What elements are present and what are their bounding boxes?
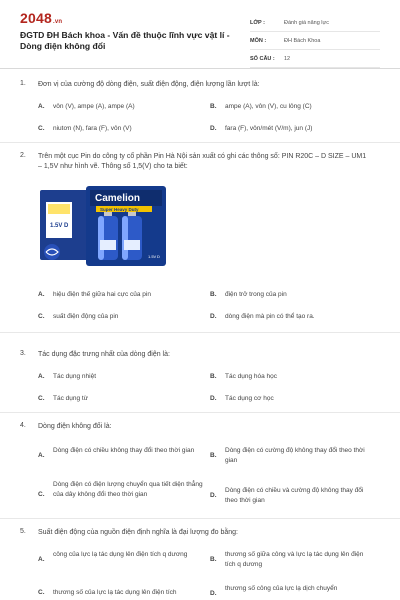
option-letter: A. xyxy=(38,103,45,110)
header-divider xyxy=(0,68,400,69)
option-text: thương số của lực lạ tác dụng lên điện tích xyxy=(53,589,177,596)
question-number: 3. xyxy=(20,350,26,357)
option-text: Dòng điện có cường độ không thay đổi theo thời gian xyxy=(225,447,365,464)
option-letter: C. xyxy=(38,395,45,402)
meta-label: MÔN : xyxy=(250,37,267,44)
question-separator xyxy=(0,332,400,333)
option-letter: C. xyxy=(38,589,45,596)
option-letter: A. xyxy=(38,373,45,380)
option-text: Tác dụng nhiệt xyxy=(53,373,97,380)
option-text: suất điện động của pin xyxy=(53,313,119,320)
question-number: 2. xyxy=(20,152,26,159)
option-text: điện trở trong của pin xyxy=(225,291,287,298)
option-letter: B. xyxy=(210,452,217,459)
meta-row-count xyxy=(250,50,380,68)
question-number: 5. xyxy=(20,528,26,535)
meta-row-subject xyxy=(250,32,380,50)
meta-label: LỚP : xyxy=(250,19,265,26)
meta-value: 12 xyxy=(284,55,291,62)
option-letter: B. xyxy=(210,291,217,298)
meta-row-class xyxy=(250,14,380,32)
worksheet-header xyxy=(0,0,400,64)
question-separator xyxy=(0,518,400,519)
brand-name: Camelion xyxy=(95,193,141,204)
question-text: Tác dụng đặc trưng nhất của dòng điện là: xyxy=(38,351,170,358)
option-text: công của lực lạ tác dụng lên điện tích q dương xyxy=(53,551,188,558)
question-separator xyxy=(0,412,400,413)
option-text: Tác dụng hóa học xyxy=(225,373,278,380)
logo-text: 2048 xyxy=(20,10,52,26)
brand-tagline: Super Heavy Duty xyxy=(100,207,139,212)
option-letter: D. xyxy=(210,590,217,597)
worksheet-meta xyxy=(250,14,380,68)
question-text: Trên một cục Pin do công ty cổ phần Pin Hà Nội sản xuất có ghi các thông số: PIN R20C – D SIZE – UM1 – 1,5V như hình vẽ. Thông số 1,5(V) cho ta biết: xyxy=(38,153,367,170)
worksheet-title: ĐGTD ĐH Bách khoa - Vấn đề thuộc lĩnh vực vật lí - Dòng điện không đổi xyxy=(20,30,230,51)
option-letter: D. xyxy=(210,492,217,499)
option-text: ampe (A), vôn (V), cu lông (C) xyxy=(225,103,312,110)
option-text: hiệu điện thế giữa hai cực của pin xyxy=(53,291,151,298)
option-text: niutơn (N), fara (F), vôn (V) xyxy=(53,125,132,132)
meta-value: Đánh giá năng lực xyxy=(284,19,329,26)
option-letter: C. xyxy=(38,491,45,498)
option-text: vôn (V), ampe (A), ampe (A) xyxy=(53,103,135,110)
question-text: Dòng điện không đổi là: xyxy=(38,423,112,430)
option-letter: B. xyxy=(210,373,217,380)
option-text: fara (F), vôn/mét (V/m), jun (J) xyxy=(225,125,313,132)
option-letter: C. xyxy=(38,313,45,320)
option-text: thương số giữa công và lực lạ tác dụng lên điện tích q dương xyxy=(225,551,364,568)
option-letter: D. xyxy=(210,313,217,320)
package-size-label: D xyxy=(64,223,69,229)
option-text: thương số công của lực lạ dịch chuyển xyxy=(225,585,338,592)
option-letter: D. xyxy=(210,395,217,402)
option-letter: A. xyxy=(38,452,45,459)
option-text: Tác dụng từ xyxy=(53,395,89,402)
option-text: dòng điện mà pin có thể tạo ra. xyxy=(225,313,315,320)
package-volt-label: 1.5V xyxy=(50,223,63,229)
option-letter: A. xyxy=(38,291,45,298)
option-text: Dòng điện có chiều và cường độ không thay đổi theo thời gian xyxy=(225,487,364,504)
front-size-label: D xyxy=(157,254,160,259)
option-letter: A. xyxy=(38,556,45,563)
option-letter: B. xyxy=(210,103,217,110)
question-number: 4. xyxy=(20,422,26,429)
battery-image xyxy=(38,182,168,268)
question-number: 1. xyxy=(20,80,26,87)
option-letter: B. xyxy=(210,556,217,563)
battery-cell-icon xyxy=(122,212,142,260)
option-letter: D. xyxy=(210,125,217,132)
meta-value: ĐH Bách Khoa xyxy=(284,37,321,44)
question-text: Đơn vị của cường độ dòng điện, suất điện động, điện lượng lần lượt là: xyxy=(38,81,260,88)
option-text: Dòng điện có chiều không thay đổi theo thời gian xyxy=(53,447,195,454)
site-logo[interactable] xyxy=(20,10,62,26)
option-letter: C. xyxy=(38,125,45,132)
question-text: Suất điện động của nguồn điện định nghĩa là đại lượng đo bằng: xyxy=(38,529,238,536)
option-text: Tác dụng cơ học xyxy=(225,395,274,402)
battery-cell-icon xyxy=(98,212,118,260)
logo-suffix: .vn xyxy=(52,19,63,25)
meta-label: SỐ CÂU : xyxy=(250,55,275,62)
front-volt-label: 1.5V xyxy=(148,254,157,259)
option-text: Dòng điện có điện lượng chuyển qua tiết diện thẳng của dây không đổi theo thời gian xyxy=(53,481,203,498)
question-separator xyxy=(0,142,400,143)
